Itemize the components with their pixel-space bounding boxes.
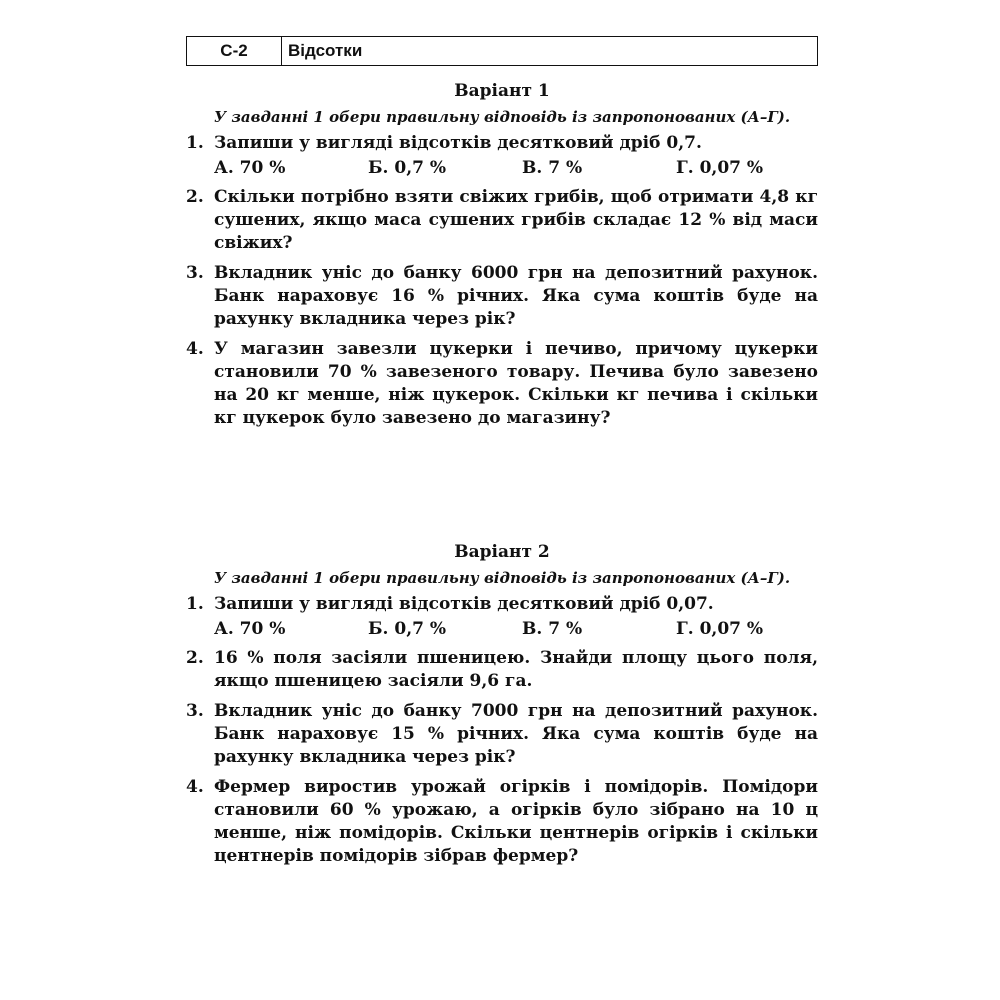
task-text: У магазин завезли цукерки і печиво, причому цукерки становили 70 % завезеного товару. Печива було завезено на 20 кг менше, ніж цукерок. Скільки кг печива і скільки кг цукерок було завезено до магазину?: [214, 339, 818, 428]
task-item: [186, 262, 818, 331]
answer-option-a: А. 70 %: [214, 158, 286, 178]
worksheet-title: Відсотки: [288, 41, 363, 60]
variant-instruction: У завданні 1 обери правильну відповідь із запропонованих (А–Г).: [213, 108, 791, 126]
task-text: Фермер виростив урожай огірків і помідорів. Помідори становили 60 % урожаю, а огірків було зібрано на 10 ц менше, ніж помідорів. Скільки центнерів огірків і скільки центнерів помідорів зібрав фермер?: [214, 777, 818, 866]
worksheet-page: [186, 36, 818, 66]
answer-options: [214, 618, 818, 641]
variant-2-section: [186, 541, 818, 875]
task-item: [186, 776, 818, 868]
answer-option-d: Г. 0,07 %: [676, 158, 764, 178]
answer-option-a: А. 70 %: [214, 619, 286, 639]
task-text: Вкладник уніс до банку 7000 грн на депозитний рахунок. Банк нараховує 15 % річних. Яка сума коштів буде на рахунку вкладника через рік?: [214, 701, 818, 767]
variant-1-section: [186, 80, 818, 437]
task-number: 4.: [186, 777, 204, 797]
task-item: [186, 338, 818, 430]
variant-title: Варіант 1: [454, 81, 550, 101]
task-item: [186, 132, 818, 155]
task-number: 1.: [186, 133, 204, 153]
task-number: 2.: [186, 648, 204, 668]
answer-option-b: Б. 0,7 %: [368, 158, 447, 178]
variant-title: Варіант 2: [454, 542, 550, 562]
task-item: [186, 700, 818, 769]
answer-option-c: В. 7 %: [522, 619, 583, 639]
task-text: Запиши у вигляді відсотків десятковий дріб 0,07.: [214, 594, 714, 614]
answer-options: [214, 157, 818, 180]
task-item: [186, 647, 818, 693]
task-number: 4.: [186, 339, 204, 359]
task-text: Вкладник уніс до банку 6000 грн на депозитний рахунок. Банк нараховує 16 % річних. Яка сума коштів буде на рахунку вкладника через рік?: [214, 263, 818, 329]
task-text: Скільки потрібно взяти свіжих грибів, щоб отримати 4,8 кг сушених, якщо маса сушених грибів складає 12 % від маси свіжих?: [214, 187, 818, 253]
answer-option-d: Г. 0,07 %: [676, 619, 764, 639]
task-number: 2.: [186, 187, 204, 207]
worksheet-header: [186, 36, 818, 66]
answer-option-c: В. 7 %: [522, 158, 583, 178]
worksheet-code: С-2: [187, 37, 282, 65]
task-item: [186, 593, 818, 616]
task-number: 3.: [186, 701, 204, 721]
task-item: [186, 186, 818, 255]
task-text: Запиши у вигляді відсотків десятковий дріб 0,7.: [214, 133, 702, 153]
variant-instruction: У завданні 1 обери правильну відповідь із запропонованих (А–Г).: [213, 569, 791, 587]
task-text: 16 % поля засіяли пшеницею. Знайди площу цього поля, якщо пшеницею засіяли 9,6 га.: [214, 648, 818, 691]
task-number: 1.: [186, 594, 204, 614]
task-number: 3.: [186, 263, 204, 283]
answer-option-b: Б. 0,7 %: [368, 619, 447, 639]
